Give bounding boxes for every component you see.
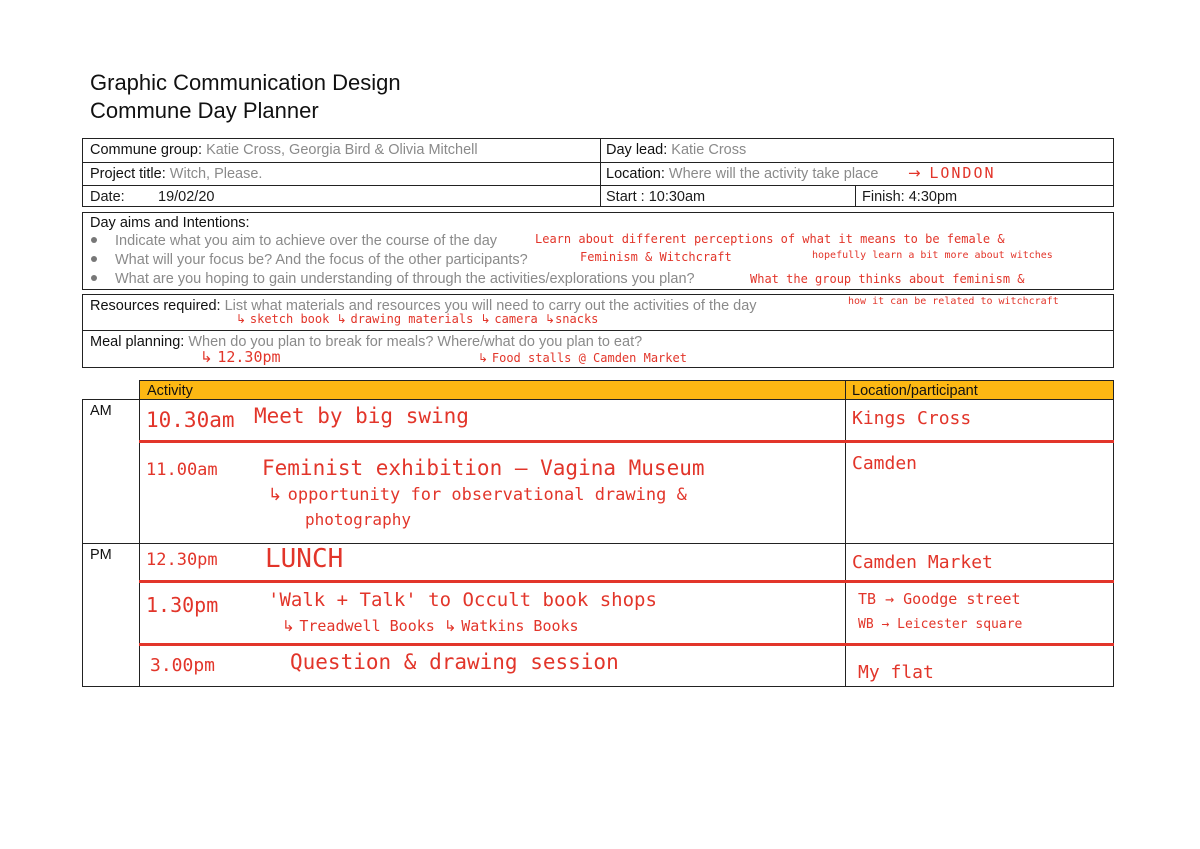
col-activity-header: Activity [147, 383, 193, 399]
row-2-activity: Feminist exhibition — Vagina Museum [262, 456, 705, 480]
date-label: Date: [90, 189, 125, 205]
row-2-location: Camden [852, 453, 918, 474]
am-label: AM [90, 403, 112, 419]
row-4-location-2: WB → Leicester square [858, 617, 1023, 632]
aims-item-1: Indicate what you aim to achieve over the course of the day [115, 233, 498, 249]
aims-handwritten-3: hopefully learn a bit more about witches [812, 250, 1053, 261]
row-3-location: Camden Market [852, 552, 993, 573]
aims-handwritten-1: Learn about different perceptions of what it means to be female & [535, 232, 1005, 246]
row-2-activity-sub: ↳ opportunity for observational drawing & [268, 485, 687, 505]
row-3-time: 12.30pm [146, 550, 218, 570]
row-5-location: My flat [858, 662, 934, 683]
aims-item-3: What are you hoping to gain understanding of through the activities/explorations you plan? [115, 271, 695, 287]
start-time: Start : 10:30am [606, 189, 706, 205]
date-value: 19/02/20 [158, 189, 215, 205]
row-4-activity-sub: ↳ Treadwell Books ↳ Watkins Books [282, 617, 579, 635]
resources-handwritten: ↳ sketch book ↳ drawing materials ↳ camera ↳snacks [236, 312, 599, 326]
meals-handwritten-time: ↳ 12.30pm [200, 348, 281, 366]
project-title-field: Project title: Witch, Please. [90, 166, 263, 182]
row-5-activity: Question & drawing session [290, 650, 619, 674]
aims-handwritten-5: how it can be related to witchcraft [848, 296, 1059, 307]
row-4-time: 1.30pm [146, 593, 219, 617]
row-1-location: Kings Cross [852, 408, 972, 429]
row-2-time: 11.00am [146, 460, 218, 480]
commune-group-field: Commune group: Katie Cross, Georgia Bird & Olivia Mitchell [90, 142, 478, 158]
row-5-time: 3.00pm [150, 655, 216, 676]
meals-field: Meal planning: When do you plan to break for meals? Where/what do you plan to eat? [90, 334, 643, 350]
resources-field: Resources required: List what materials and resources you will need to carry out the activities of the day [90, 298, 757, 314]
col-location-header: Location/participant [852, 383, 978, 399]
document-title: Graphic Communication Design [90, 70, 401, 95]
row-3-activity: LUNCH [265, 544, 344, 574]
pm-label: PM [90, 547, 112, 563]
row-4-activity: 'Walk + Talk' to Occult book shops [268, 589, 657, 611]
row-2-activity-sub2: photography [305, 510, 411, 529]
day-lead-field: Day lead: Katie Cross [606, 142, 747, 158]
row-1-time: 10.30am [146, 408, 235, 432]
row-4-location: TB → Goodge street [858, 590, 1021, 608]
aims-handwritten-2: Feminism & Witchcraft [580, 250, 732, 264]
aims-item-2: What will your focus be? And the focus of the other participants? [115, 252, 528, 268]
finish-time: Finish: 4:30pm [862, 189, 958, 205]
document-subtitle: Commune Day Planner [90, 98, 319, 123]
location-field: Location: Where will the activity take place [606, 166, 879, 182]
row-1-activity: Meet by big swing [254, 404, 469, 428]
aims-handwritten-4: What the group thinks about feminism & [750, 272, 1025, 286]
meals-handwritten-place: ↳ Food stalls @ Camden Market [478, 351, 687, 365]
aims-heading: Day aims and Intentions: [90, 215, 250, 231]
location-handwritten: → LONDON [908, 164, 996, 182]
